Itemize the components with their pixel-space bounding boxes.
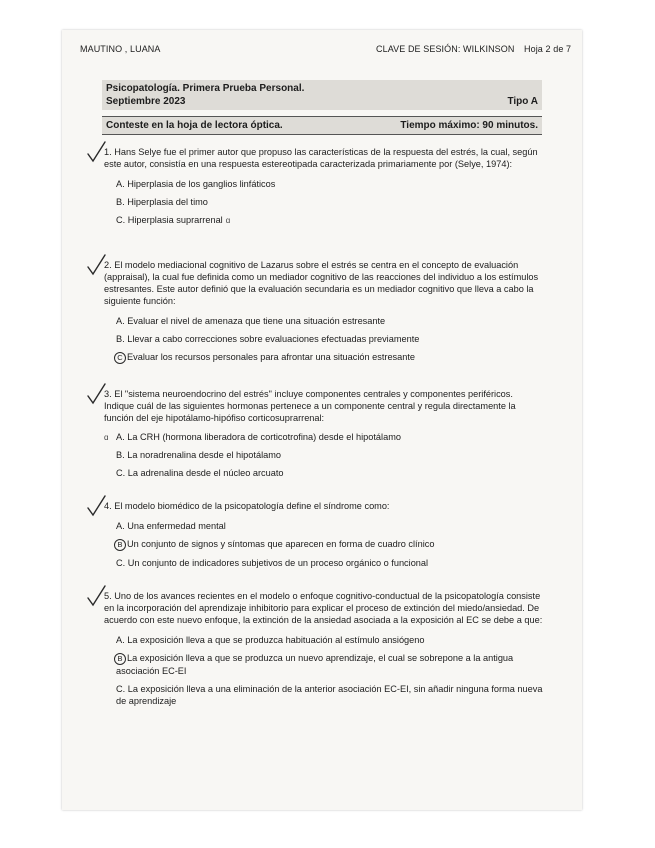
question-2 [104,259,544,364]
question-3 [104,388,544,479]
check-mark-icon [86,494,108,518]
option-b [116,652,544,677]
check-mark-icon [86,140,108,164]
option-a [104,431,544,443]
option-c [116,214,544,227]
option-text: La exposición lleva a que se produzca un nuevo aprendizaje, el cual se sobrepone a la antigua asociación EC-EI [116,653,514,676]
question-4 [104,500,544,569]
option-a: A. Una enfermedad mental [116,521,226,531]
exam-instructions: Conteste en la hoja de lectora óptica. [106,120,283,131]
option-c: C. La adrenalina desde el núcleo arcuato [116,468,284,478]
page-number: Hoja 2 de 7 [524,44,572,54]
option-text: C. Hiperplasia suprarrenal [116,215,223,225]
option-b: B. La noradrenalina desde el hipotálamo [116,450,281,460]
check-mark-icon [86,584,108,608]
student-name: MAUTINO , LUANA [80,44,161,54]
circled-answer-icon: C [114,352,126,364]
question-stem: 4. El modelo biomédico de la psicopatología define el síndrome como: [104,501,390,511]
option-a: A. Evaluar el nivel de amenaza que tiene una situación estresante [116,316,386,326]
question-stem: 2. El modelo mediacional cognitivo de Lazarus sobre el estrés se centra en el concepto de evaluación (appraisal), la cual fue definida como un mediador cognitivo de las reacciones del individuo a los estímulos estresantes. Este autor definió que la evaluación secundaria es un mediador cognitivo que lleva a cabo la siguiente función: [104,260,539,306]
check-mark-icon [86,253,108,277]
option-text: A. La CRH (hormona liberadora de corticotrofina) desde el hipotálamo [116,432,401,442]
option-a: A. Hiperplasia de los ganglios linfáticos [116,179,276,189]
option-c: C. La exposición lleva a una eliminación de la anterior asociación EC-EI, sin añadir ninguna forma nueva de aprendizaje [116,683,543,706]
exam-type: Tipo A [507,96,538,107]
question-5 [104,590,544,707]
question-stem: 3. El "sistema neuroendocrino del estrés" incluye componentes centrales y componentes periféricos. Indique cuál de las siguientes hormonas pertenece a un componente central y regula directamente la función del eje hipotálamo-hipófiso corticosuprarrenal: [104,389,516,423]
option-c: C. Un conjunto de indicadores subjetivos de un proceso orgánico o funcional [116,557,429,568]
option-a: A. La exposición lleva a que se produzca habituación al estímulo ansiógeno [116,635,425,645]
exam-time-limit: Tiempo máximo: 90 minutos. [400,120,538,131]
option-c [116,351,544,364]
option-b: B. Llevar a cabo correcciones sobre evaluaciones efectuadas previamente [116,334,420,344]
option-text: Un conjunto de signos y síntomas que aparecen en forma de cuadro clínico [127,539,435,549]
option-b: B. Hiperplasia del timo [116,197,208,207]
exam-title: Psicopatología. Primera Prueba Personal. [106,83,305,94]
option-b [116,538,544,551]
question-1 [104,146,544,227]
small-mark-icon: ɑ [104,433,109,442]
circled-answer-icon: B [114,539,126,551]
circled-answer-icon: B [114,653,126,665]
session-key: CLAVE DE SESIÓN: WILKINSON [376,44,515,54]
check-mark-icon [86,382,108,406]
small-mark-icon: ɑ [225,216,231,225]
exam-header [102,80,542,135]
question-stem: 5. Uno de los avances recientes en el modelo o enfoque cognitivo-conductual de la psicopatología consiste en la incorporación del aprendizaje inhibitorio para explicar el proceso de extinción del miedo/ansiedad. De acuerdo con este nuevo enfoque, la extinción de la ansiedad asociada a la exposición al EC se debe a que: [104,591,543,625]
option-text: Evaluar los recursos personales para afrontar una situación estresante [127,352,416,362]
exam-date: Septiembre 2023 [106,96,186,107]
question-stem: 1. Hans Selye fue el primer autor que propuso las características de la respuesta del estrés, la cual, según este autor, consistía en una respuesta estereotipada caracterizada primariamente por (Selye, 1974): [104,147,538,169]
